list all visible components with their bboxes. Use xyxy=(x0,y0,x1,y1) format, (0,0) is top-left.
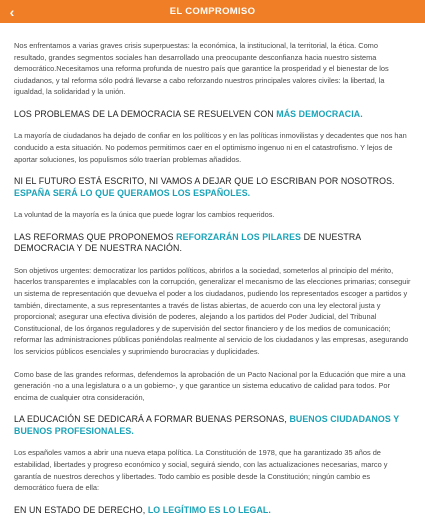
article-content xyxy=(14,40,412,526)
democracia-paragraph: La mayoría de ciudadanos ha dejado de confiar en los políticos y en las políticas inmovilistas y decadentes que nos han conducido a esta situación. No podemos permitirnos caer en el optimismo ingenuo ni en el catastrofismo. Y lejos de aportar soluciones, los populismos sólo traerían problemas añadidos. xyxy=(14,131,407,164)
heading-highlight: BUENOS CIUDADANOS Y BUENOS PROFESIONALES. xyxy=(14,414,400,436)
heading-text: EN UN ESTADO DE DERECHO, xyxy=(14,504,146,515)
section-heading-educacion xyxy=(14,414,412,437)
page-title: EL COMPROMISO xyxy=(169,6,256,17)
section-heading-reformas xyxy=(14,232,412,255)
heading-text: LAS REFORMAS QUE PROPONEMOS xyxy=(14,231,174,242)
heading-text: NI EL FUTURO ESTÁ ESCRITO, NI VAMOS A DEJAR QUE LO ESCRIBAN POR NOSOTROS. xyxy=(14,176,395,187)
futuro-paragraph: La voluntad de la mayoría es la única que puede lograr los cambios requeridos. xyxy=(14,210,275,220)
heading-highlight: REFORZARÁN LOS PILARES xyxy=(176,231,302,242)
educacion-pacto-paragraph: Como base de las grandes reformas, defendemos la aprobación de un Pacto Nacional por la Educación que mire a una generación -no a una legislatura o a un gobierno-, y que garantice un sistema educativo de calidad para todos. Por encima de cualquier otra consideración, xyxy=(14,369,406,402)
heading-text: LOS PROBLEMAS DE LA DEMOCRACIA SE RESUELVEN CON xyxy=(14,108,274,119)
heading-highlight: LO LEGÍTIMO ES LO LEGAL. xyxy=(147,504,271,515)
back-button[interactable] xyxy=(0,0,24,23)
section-heading-estado-derecho xyxy=(14,505,412,517)
heading-text: LA EDUCACIÓN SE DEDICARÁ A FORMAR BUENAS PERSONAS, xyxy=(14,414,287,425)
heading-text: DE NUESTRA DEMOCRACIA Y DE NUESTRA NACIÓN. xyxy=(14,231,361,254)
heading-highlight: MÁS DEMOCRACIA. xyxy=(276,108,363,119)
constitucion-paragraph: Los españoles vamos a abrir una nueva etapa política. La Constitución de 1978, que ha garantizado 35 años de estabilidad, libertades y progreso económico y social, seguirá siendo, con las actualizaciones necesarias, marco y garantía de nuestros derechos y libertades. Todo cambio es posible desde la Constitución; ningún cambio es democrático fuera de ella: xyxy=(14,448,388,493)
section-heading-democracia xyxy=(14,109,412,121)
section-heading-futuro xyxy=(14,176,412,199)
heading-highlight: ESPAÑA SERÁ LO QUE QUERAMOS LOS ESPAÑOLES. xyxy=(14,187,251,198)
reformas-paragraph: Son objetivos urgentes: democratizar los partidos políticos, abrirlos a la sociedad, someterlos al principio del mérito, hacerlos transparentes e implacables con la corrupción, generalizar el mecanismo de las elecciones primarias; conseguir un sistema de representación que devuelva el poder a los ciudadanos, pudiendo los representados escoger a partidos y también, directamente, a sus representantes a través de listas abiertas, de acuerdo con una ley electoral justa y proporcional; asegurar una efectiva división de poderes, alejando a los partidos del Poder Judicial, del Tribunal Constitucional, de los órganos reguladores y de supervisión del sector financiero y de los medios de comunicación; reformar las administraciones públicas poniéndolas realmente al servicio de los ciudadanos y las empresas, asegurando los servicios públicos esenciales y suprimiendo burocracias y duplicidades. xyxy=(14,265,411,356)
chevron-left-icon: ‹ xyxy=(9,3,15,20)
intro-paragraph: Nos enfrentamos a varias graves crisis superpuestas: la económica, la institucional, la territorial, la ética. Como resultado, grandes segmentos sociales han desarrollado una preocupante desconfianza hacia nuestro sistema democrático.Necesitamos una reforma profunda de nuestro país que garantice la prosperidad y el bienestar de los ciudadanos, y tal reforma sólo podrá llevarse a cabo reforzando nuestros principales valores civiles: la libertad, la igualdad, la solidaridad y la unión. xyxy=(14,41,389,97)
top-app-bar xyxy=(0,0,425,23)
